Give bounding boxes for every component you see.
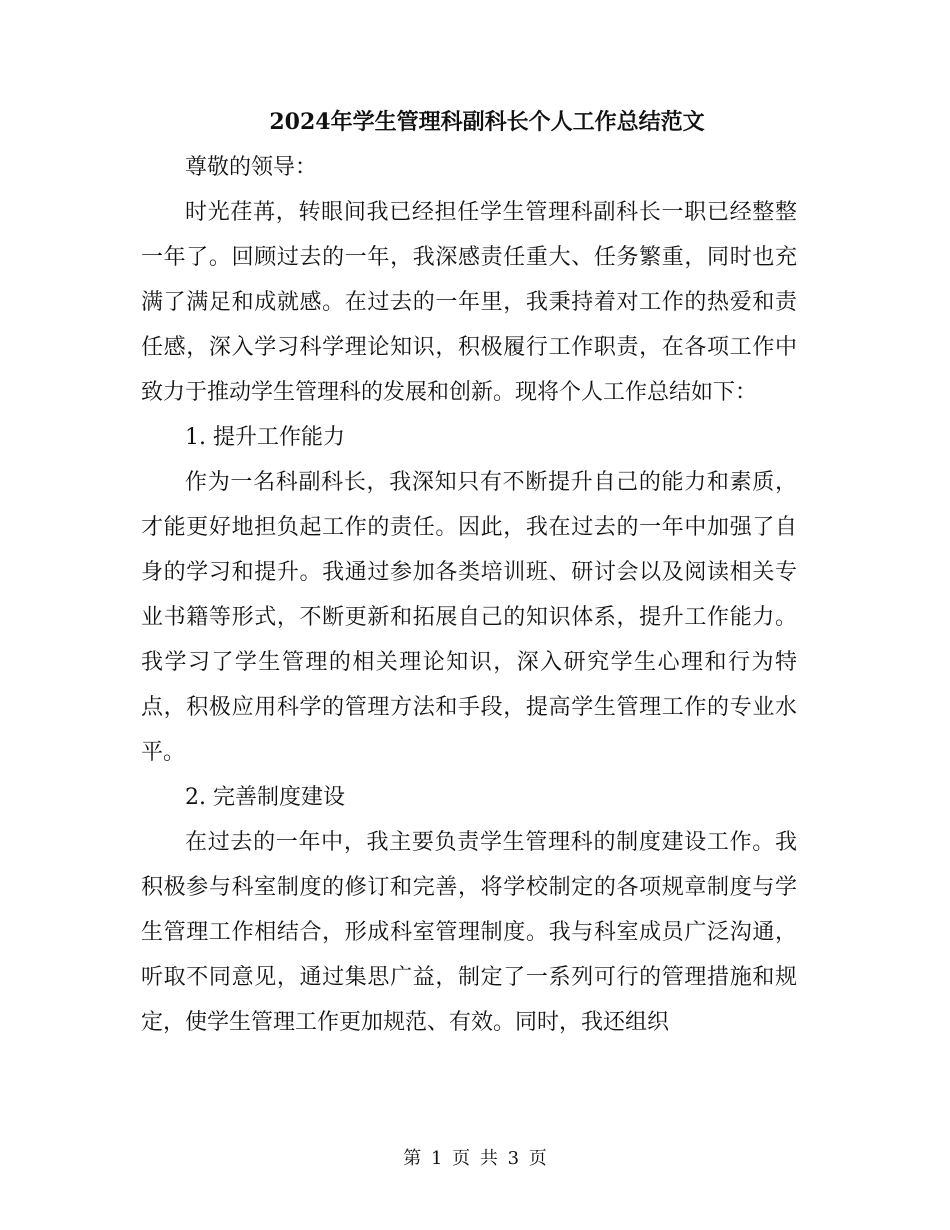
section-1-paragraph: 作为一名科副科长，我深知只有不断提升自己的能力和素质，才能更好地担负起工作的责任。因此，我在过去的一年中加强了自身的学习和提升。我通过参加各类培训班、研讨会以及阅读相关专业书籍等形式，不断更新和拓展自己的知识体系，提升工作能力。我学习了学生管理的相关理论知识，深入研究学生心理和行为特点，积极应用科学的管理方法和手段，提高学生管理工作的专业水平。 xyxy=(141,470,797,765)
document-title: 2024年学生管理科副科长个人工作总结范文 xyxy=(269,109,705,135)
intro-paragraph: 时光荏苒，转眼间我已经担任学生管理科副科长一职已经整整一年了。回顾过去的一年，我深感责任重大、任务繁重，同时也充满了满足和成就感。在过去的一年里，我秉持着对工作的热爱和责任感，深入学习科学理论知识，积极履行工作职责，在各项工作中致力于推动学生管理科的发展和创新。现将个人工作总结如下： xyxy=(141,200,797,405)
salutation: 尊敬的领导： xyxy=(185,155,318,180)
document-body xyxy=(141,100,797,1045)
page-number-footer: 第 1 页 共 3 页 xyxy=(403,1148,547,1169)
section-2-paragraph: 在过去的一年中，我主要负责学生管理科的制度建设工作。我积极参与科室制度的修订和完善，将学校制定的各项规章制度与学生管理工作相结合，形成科室管理制度。我与科室成员广泛沟通，听取不同意见，通过集思广益，制定了一系列可行的管理措施和规定，使学生管理工作更加规范、有效。同时，我还组织 xyxy=(141,830,797,1035)
section-2-heading: 2. 完善制度建设 xyxy=(185,785,345,810)
section-1-heading: 1. 提升工作能力 xyxy=(185,425,345,450)
